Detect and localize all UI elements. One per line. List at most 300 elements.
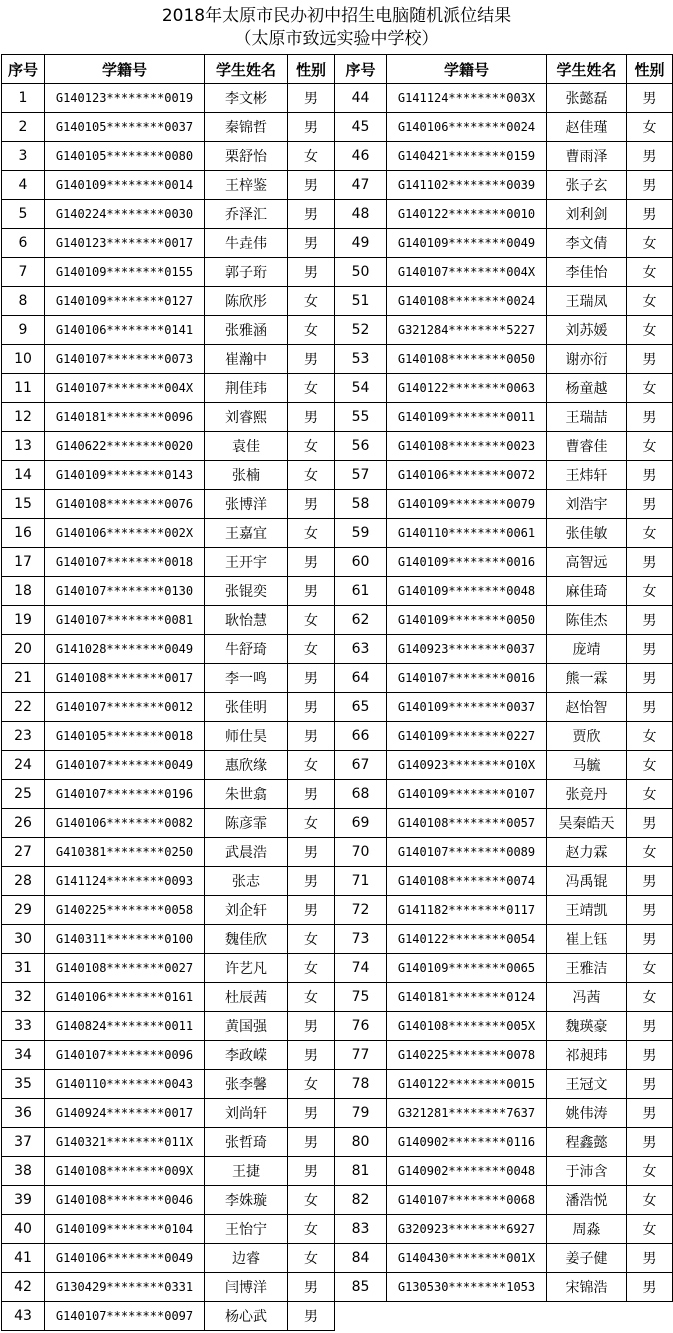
student-name-cell: 闫博洋	[205, 1273, 288, 1302]
student-name-cell: 崔上钰	[547, 925, 627, 954]
seq-cell: 35	[2, 1070, 45, 1099]
seq-cell: 20	[2, 635, 45, 664]
student-id-cell: G140107********0097	[45, 1302, 205, 1331]
student-name-cell: 冯茜	[547, 983, 627, 1012]
student-id-cell: G140107********0049	[45, 751, 205, 780]
seq-cell: 77	[335, 1041, 387, 1070]
student-name-cell: 崔瀚中	[205, 345, 288, 374]
table-row	[2, 780, 673, 809]
student-id-cell: G140106********0049	[45, 1244, 205, 1273]
seq-cell: 54	[335, 374, 387, 403]
seq-cell: 36	[2, 1099, 45, 1128]
student-id-cell: G140923********0037	[387, 635, 547, 664]
table-row	[2, 548, 673, 577]
student-name-cell: 陈欣彤	[205, 287, 288, 316]
student-id-cell: G140108********0024	[387, 287, 547, 316]
student-id-cell: G141124********0093	[45, 867, 205, 896]
gender-cell: 女	[627, 1157, 673, 1186]
seq-cell: 8	[2, 287, 45, 316]
gender-cell: 男	[288, 171, 335, 200]
student-name-cell: 王雅洁	[547, 954, 627, 983]
student-name-cell: 杨心武	[205, 1302, 288, 1331]
student-name-cell: 刘苏媛	[547, 316, 627, 345]
student-id-cell: G140321********011X	[45, 1128, 205, 1157]
student-id-cell: G140107********0089	[387, 838, 547, 867]
student-name-cell: 王开宇	[205, 548, 288, 577]
student-id-cell: G140107********0130	[45, 577, 205, 606]
student-name-cell: 耿怡慧	[205, 606, 288, 635]
seq-cell: 80	[335, 1128, 387, 1157]
student-name-cell: 祁昶玮	[547, 1041, 627, 1070]
table-row	[2, 954, 673, 983]
gender-cell: 男	[288, 867, 335, 896]
gender-cell: 女	[627, 954, 673, 983]
gender-cell: 男	[627, 171, 673, 200]
gender-cell: 女	[288, 461, 335, 490]
student-name-cell: 王嘉宜	[205, 519, 288, 548]
student-name-cell: 杜辰茜	[205, 983, 288, 1012]
seq-cell: 19	[2, 606, 45, 635]
gender-cell: 女	[627, 780, 673, 809]
seq-cell: 15	[2, 490, 45, 519]
student-id-cell: G140311********0100	[45, 925, 205, 954]
student-name-cell: 刘浩宇	[547, 490, 627, 519]
student-id-cell: G140108********0017	[45, 664, 205, 693]
student-id-cell: G140122********0010	[387, 200, 547, 229]
student-id-cell: G140924********0017	[45, 1099, 205, 1128]
table-row	[2, 751, 673, 780]
student-name-cell: 周淼	[547, 1215, 627, 1244]
student-id-cell: G140109********0127	[45, 287, 205, 316]
gender-cell: 男	[627, 490, 673, 519]
seq-cell: 31	[2, 954, 45, 983]
student-name-cell: 庞靖	[547, 635, 627, 664]
seq-cell: 13	[2, 432, 45, 461]
student-id-cell: G140107********0012	[45, 693, 205, 722]
student-name-cell: 宋锦浩	[547, 1273, 627, 1302]
student-name-cell: 赵怡智	[547, 693, 627, 722]
student-name-cell: 李佳怡	[547, 258, 627, 287]
student-name-cell: 惠欣缘	[205, 751, 288, 780]
table-row	[2, 461, 673, 490]
gender-cell: 男	[627, 200, 673, 229]
student-name-cell: 王瑞喆	[547, 403, 627, 432]
header-student-name: 学生姓名	[547, 55, 627, 84]
student-id-cell: G140109********0016	[387, 548, 547, 577]
student-name-cell: 张雅涵	[205, 316, 288, 345]
student-name-cell: 张哲琦	[205, 1128, 288, 1157]
student-name-cell: 王靖凯	[547, 896, 627, 925]
gender-cell: 女	[627, 374, 673, 403]
table-row	[2, 229, 673, 258]
seq-cell: 38	[2, 1157, 45, 1186]
gender-cell: 女	[627, 229, 673, 258]
student-id-cell: G130530********1053	[387, 1273, 547, 1302]
seq-cell: 25	[2, 780, 45, 809]
student-name-cell: 冯禹锟	[547, 867, 627, 896]
student-name-cell: 张懿磊	[547, 84, 627, 113]
student-id-cell: G140181********0096	[45, 403, 205, 432]
seq-cell: 81	[335, 1157, 387, 1186]
table-row	[2, 1215, 673, 1244]
student-id-cell: G320923********6927	[387, 1215, 547, 1244]
student-id-cell: G140225********0058	[45, 896, 205, 925]
seq-cell: 47	[335, 171, 387, 200]
student-id-cell: G140109********0155	[45, 258, 205, 287]
gender-cell: 女	[627, 316, 673, 345]
gender-cell: 男	[627, 1128, 673, 1157]
gender-cell: 男	[288, 229, 335, 258]
student-id-cell: G140105********0018	[45, 722, 205, 751]
gender-cell: 男	[627, 1244, 673, 1273]
gender-cell: 女	[627, 577, 673, 606]
seq-cell: 67	[335, 751, 387, 780]
student-name-cell: 贾欣	[547, 722, 627, 751]
seq-cell: 22	[2, 693, 45, 722]
header-gender: 性别	[288, 55, 335, 84]
student-id-cell: G140109********0037	[387, 693, 547, 722]
gender-cell: 女	[288, 635, 335, 664]
gender-cell: 女	[288, 142, 335, 171]
seq-cell: 71	[335, 867, 387, 896]
student-id-cell: G140108********0076	[45, 490, 205, 519]
table-row	[2, 693, 673, 722]
student-id-cell: G140122********0015	[387, 1070, 547, 1099]
gender-cell: 男	[288, 345, 335, 374]
student-id-cell: G140105********0080	[45, 142, 205, 171]
seq-cell: 12	[2, 403, 45, 432]
gender-cell: 男	[627, 1041, 673, 1070]
gender-cell: 女	[627, 751, 673, 780]
seq-cell: 65	[335, 693, 387, 722]
seq-cell: 61	[335, 577, 387, 606]
gender-cell: 女	[627, 258, 673, 287]
gender-cell: 女	[288, 1070, 335, 1099]
seq-cell: 17	[2, 548, 45, 577]
seq-cell: 33	[2, 1012, 45, 1041]
student-name-cell: 乔泽汇	[205, 200, 288, 229]
seq-cell: 49	[335, 229, 387, 258]
student-name-cell: 陈彦霏	[205, 809, 288, 838]
student-name-cell: 赵佳瑾	[547, 113, 627, 142]
seq-cell: 78	[335, 1070, 387, 1099]
header-seq: 序号	[2, 55, 45, 84]
table-row	[2, 403, 673, 432]
table-row	[2, 983, 673, 1012]
gender-cell: 女	[288, 374, 335, 403]
seq-cell: 55	[335, 403, 387, 432]
table-row	[2, 490, 673, 519]
header-row	[2, 55, 673, 84]
student-name-cell: 边睿	[205, 1244, 288, 1273]
table-row	[2, 1157, 673, 1186]
gender-cell: 男	[627, 403, 673, 432]
table-row	[2, 635, 673, 664]
table-row	[2, 1273, 673, 1302]
table-row	[2, 1302, 673, 1331]
student-id-cell: G140108********0057	[387, 809, 547, 838]
student-id-cell: G140106********0024	[387, 113, 547, 142]
student-id-cell: G140107********0081	[45, 606, 205, 635]
student-id-cell: G140109********0050	[387, 606, 547, 635]
table-row	[2, 896, 673, 925]
student-id-cell: G140108********0050	[387, 345, 547, 374]
student-name-cell: 张佳明	[205, 693, 288, 722]
gender-cell: 女	[288, 954, 335, 983]
table-row	[2, 722, 673, 751]
student-id-cell: G140107********0068	[387, 1186, 547, 1215]
gender-cell: 男	[627, 809, 673, 838]
gender-cell: 女	[627, 432, 673, 461]
seq-cell: 69	[335, 809, 387, 838]
seq-cell: 50	[335, 258, 387, 287]
table-row	[2, 838, 673, 867]
gender-cell: 男	[627, 635, 673, 664]
gender-cell: 男	[288, 113, 335, 142]
table-row	[2, 664, 673, 693]
student-name-cell: 秦锦哲	[205, 113, 288, 142]
gender-cell: 女	[288, 316, 335, 345]
student-name-cell: 张竞丹	[547, 780, 627, 809]
student-id-cell: G141028********0049	[45, 635, 205, 664]
student-id-cell: G140622********0020	[45, 432, 205, 461]
student-id-cell: G140107********004X	[387, 258, 547, 287]
gender-cell: 男	[627, 1070, 673, 1099]
student-id-cell: G140106********002X	[45, 519, 205, 548]
student-name-cell: 刘睿熙	[205, 403, 288, 432]
student-name-cell: 麻佳琦	[547, 577, 627, 606]
student-id-cell: G410381********0250	[45, 838, 205, 867]
table-row	[2, 1186, 673, 1215]
table-row	[2, 1012, 673, 1041]
seq-cell: 84	[335, 1244, 387, 1273]
student-id-cell: G140109********0107	[387, 780, 547, 809]
table-row	[2, 867, 673, 896]
gender-cell: 女	[288, 606, 335, 635]
seq-cell: 6	[2, 229, 45, 258]
table-row	[2, 113, 673, 142]
empty-cell	[335, 1302, 387, 1331]
student-id-cell: G140109********0079	[387, 490, 547, 519]
gender-cell: 男	[288, 258, 335, 287]
student-id-cell: G140109********0104	[45, 1215, 205, 1244]
gender-cell: 男	[288, 780, 335, 809]
student-name-cell: 程鑫懿	[547, 1128, 627, 1157]
seq-cell: 62	[335, 606, 387, 635]
student-id-cell: G140109********0014	[45, 171, 205, 200]
gender-cell: 女	[627, 113, 673, 142]
student-name-cell: 张志	[205, 867, 288, 896]
student-name-cell: 王炜轩	[547, 461, 627, 490]
table-row	[2, 1099, 673, 1128]
table-row	[2, 84, 673, 113]
student-id-cell: G140109********0049	[387, 229, 547, 258]
document-subtitle: （太原市致远实验中学校）	[234, 29, 439, 49]
student-id-cell: G140109********0048	[387, 577, 547, 606]
gender-cell: 女	[627, 722, 673, 751]
student-id-cell: G140824********0011	[45, 1012, 205, 1041]
results-table	[1, 54, 673, 1331]
seq-cell: 11	[2, 374, 45, 403]
student-id-cell: G140430********001X	[387, 1244, 547, 1273]
gender-cell: 女	[288, 1186, 335, 1215]
seq-cell: 41	[2, 1244, 45, 1273]
seq-cell: 29	[2, 896, 45, 925]
seq-cell: 10	[2, 345, 45, 374]
student-name-cell: 李姝璇	[205, 1186, 288, 1215]
table-row	[2, 374, 673, 403]
seq-cell: 83	[335, 1215, 387, 1244]
gender-cell: 男	[627, 693, 673, 722]
seq-cell: 9	[2, 316, 45, 345]
gender-cell: 男	[288, 548, 335, 577]
gender-cell: 男	[627, 548, 673, 577]
table-row	[2, 345, 673, 374]
gender-cell: 女	[288, 809, 335, 838]
student-name-cell: 袁佳	[205, 432, 288, 461]
student-name-cell: 张佳敏	[547, 519, 627, 548]
gender-cell: 男	[288, 1041, 335, 1070]
seq-cell: 37	[2, 1128, 45, 1157]
seq-cell: 23	[2, 722, 45, 751]
student-name-cell: 谢亦衍	[547, 345, 627, 374]
table-row	[2, 519, 673, 548]
student-name-cell: 武晨浩	[205, 838, 288, 867]
gender-cell: 女	[288, 983, 335, 1012]
student-name-cell: 刘尚轩	[205, 1099, 288, 1128]
document-title: 2018年太原市民办初中招生电脑随机派位结果	[161, 6, 512, 26]
seq-cell: 68	[335, 780, 387, 809]
gender-cell: 男	[627, 345, 673, 374]
student-name-cell: 朱世翕	[205, 780, 288, 809]
seq-cell: 34	[2, 1041, 45, 1070]
student-id-cell: G140107********0096	[45, 1041, 205, 1070]
seq-cell: 56	[335, 432, 387, 461]
table-row	[2, 1128, 673, 1157]
table-row	[2, 1041, 673, 1070]
seq-cell: 52	[335, 316, 387, 345]
seq-cell: 7	[2, 258, 45, 287]
seq-cell: 75	[335, 983, 387, 1012]
table-row	[2, 200, 673, 229]
table-row	[2, 809, 673, 838]
gender-cell: 男	[288, 838, 335, 867]
gender-cell: 女	[627, 838, 673, 867]
student-name-cell: 郭子珩	[205, 258, 288, 287]
gender-cell: 男	[627, 896, 673, 925]
student-name-cell: 魏佳欣	[205, 925, 288, 954]
gender-cell: 女	[627, 1186, 673, 1215]
seq-cell: 72	[335, 896, 387, 925]
gender-cell: 男	[627, 606, 673, 635]
student-name-cell: 潘浩悦	[547, 1186, 627, 1215]
student-name-cell: 杨童越	[547, 374, 627, 403]
empty-cell	[387, 1302, 547, 1331]
student-id-cell: G140107********0018	[45, 548, 205, 577]
student-name-cell: 曹睿佳	[547, 432, 627, 461]
seq-cell: 51	[335, 287, 387, 316]
table-row	[2, 287, 673, 316]
student-name-cell: 许艺凡	[205, 954, 288, 983]
seq-cell: 1	[2, 84, 45, 113]
student-name-cell: 于沛含	[547, 1157, 627, 1186]
seq-cell: 40	[2, 1215, 45, 1244]
student-id-cell: G140110********0043	[45, 1070, 205, 1099]
header-student-name: 学生姓名	[205, 55, 288, 84]
student-name-cell: 张锟奕	[205, 577, 288, 606]
seq-cell: 39	[2, 1186, 45, 1215]
table-row	[2, 432, 673, 461]
student-id-cell: G140122********0054	[387, 925, 547, 954]
gender-cell: 男	[627, 925, 673, 954]
seq-cell: 70	[335, 838, 387, 867]
seq-cell: 58	[335, 490, 387, 519]
student-id-cell: G321281********7637	[387, 1099, 547, 1128]
student-id-cell: G140108********0074	[387, 867, 547, 896]
student-id-cell: G140225********0078	[387, 1041, 547, 1070]
gender-cell: 男	[627, 1099, 673, 1128]
gender-cell: 男	[627, 664, 673, 693]
seq-cell: 53	[335, 345, 387, 374]
table-row	[2, 258, 673, 287]
student-id-cell: G140110********0061	[387, 519, 547, 548]
student-name-cell: 张李馨	[205, 1070, 288, 1099]
student-id-cell: G140108********0046	[45, 1186, 205, 1215]
student-name-cell: 张博洋	[205, 490, 288, 519]
student-name-cell: 刘企轩	[205, 896, 288, 925]
seq-cell: 42	[2, 1273, 45, 1302]
gender-cell: 男	[288, 1099, 335, 1128]
student-id-cell: G140107********0196	[45, 780, 205, 809]
student-name-cell: 牛垚伟	[205, 229, 288, 258]
student-name-cell: 刘利剑	[547, 200, 627, 229]
header-gender: 性别	[627, 55, 673, 84]
gender-cell: 男	[627, 1012, 673, 1041]
seq-cell: 3	[2, 142, 45, 171]
seq-cell: 60	[335, 548, 387, 577]
table-row	[2, 316, 673, 345]
student-id-cell: G140105********0037	[45, 113, 205, 142]
seq-cell: 64	[335, 664, 387, 693]
empty-cell	[547, 1302, 627, 1331]
student-name-cell: 师仕昊	[205, 722, 288, 751]
student-name-cell: 吴秦皓天	[547, 809, 627, 838]
student-name-cell: 李文彬	[205, 84, 288, 113]
student-id-cell: G140108********005X	[387, 1012, 547, 1041]
student-name-cell: 赵力霖	[547, 838, 627, 867]
gender-cell: 男	[288, 403, 335, 432]
student-id-cell: G140123********0017	[45, 229, 205, 258]
table-body	[2, 84, 673, 1331]
gender-cell: 男	[627, 1273, 673, 1302]
gender-cell: 男	[288, 896, 335, 925]
student-name-cell: 荆佳玮	[205, 374, 288, 403]
student-name-cell: 高智远	[547, 548, 627, 577]
seq-cell: 76	[335, 1012, 387, 1041]
gender-cell: 女	[288, 432, 335, 461]
seq-cell: 66	[335, 722, 387, 751]
student-id-cell: G321284********5227	[387, 316, 547, 345]
seq-cell: 5	[2, 200, 45, 229]
student-id-cell: G140109********0065	[387, 954, 547, 983]
seq-cell: 26	[2, 809, 45, 838]
student-id-cell: G140107********0016	[387, 664, 547, 693]
gender-cell: 男	[288, 577, 335, 606]
student-name-cell: 马毓	[547, 751, 627, 780]
gender-cell: 女	[627, 1215, 673, 1244]
student-id-cell: G140107********004X	[45, 374, 205, 403]
seq-cell: 79	[335, 1099, 387, 1128]
